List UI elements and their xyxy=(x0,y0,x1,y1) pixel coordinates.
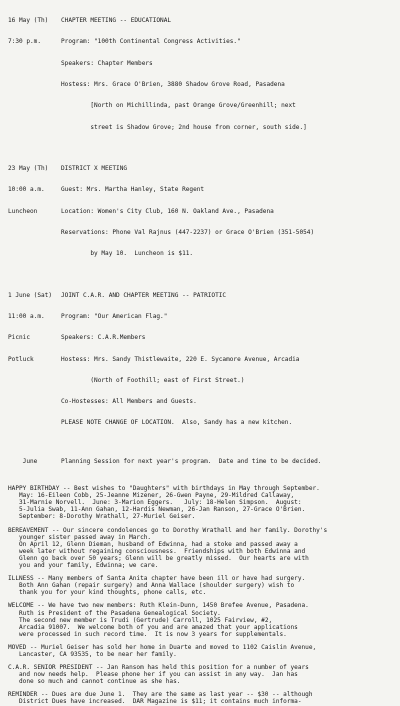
notice-bereavement xyxy=(8,527,392,570)
notice-line: you and your family, Edwinna; we care. xyxy=(8,562,159,570)
event-line: Planning Session for next year's program. Date and time to be decided. xyxy=(61,457,322,465)
notices-section xyxy=(8,485,392,705)
schedule-date xyxy=(8,151,61,272)
notice-line: younger sister passed away in March. xyxy=(8,533,152,541)
notice-line: On April 12, Glenn Dieman, husband of Edwinna, had a stoke and passed away a xyxy=(8,540,298,548)
notice-line: Arcadia 91007. We welcome both of you and are amazed that your applications xyxy=(8,623,298,631)
event-line: [North on Michillinda, past Orange Grove/Greenhill; next xyxy=(61,102,296,110)
event-line: (North of Foothill; east of First Street.) xyxy=(61,376,245,384)
schedule-date xyxy=(8,444,61,479)
notice-line: September: 8-Dorothy Wrathall, 27-Muriel Geiser. xyxy=(8,513,196,521)
event-title: JOINT C.A.R. AND CHAPTER MEETING -- PATRIOTIC xyxy=(61,291,227,299)
notice-line: HAPPY BIRTHDAY -- Best wishes to "Daughters" with birthdays in May through September. xyxy=(8,485,320,493)
notice-line: Glenn go back over 50 years; Glenn will be greatly missed. Our hearts are with xyxy=(8,554,309,562)
event-title: CHAPTER MEETING -- EDUCATIONAL xyxy=(61,17,172,25)
notice-line: done so much and cannot continue as she has. xyxy=(8,678,181,686)
event-line: Program: "100th Continental Congress Activities." xyxy=(61,38,241,46)
notice-line: Both Ann Gahan (repair surgery) and Anna Wallace (shoulder surgery) wish to xyxy=(8,582,295,590)
event-line: Location: Women's City Club, 160 N. Oakland Ave., Pasadena xyxy=(61,207,274,215)
schedule-date xyxy=(8,277,61,440)
notice-line: week later without regaining consciousness. Friendships with both Edwinna and xyxy=(8,547,306,555)
notice-line: REMINDER -- Dues are due June 1. They are the same as last year -- $30 -- although xyxy=(8,691,313,699)
notice-line: WELCOME -- We have two new members: Ruth Klein-Dunn, 1450 Brefee Avenue, Pasadena. xyxy=(8,602,309,610)
event-line: Reservations: Phone Val Rajnus (447-2237) or Grace O'Brien (351-5054) xyxy=(61,228,315,236)
notice-car-president xyxy=(8,664,392,685)
notice-line: May: 16-Eileen Cobb, 25-Jeanne Mizener, 26-Gwen Payne, 29-Mildred Callaway, xyxy=(8,492,295,500)
schedule-section xyxy=(8,3,392,479)
event-line: Speakers: C.A.R.Members xyxy=(61,334,146,342)
event-type-text: Luncheon xyxy=(8,207,38,215)
event-type-text: Potluck xyxy=(8,355,34,363)
notice-welcome xyxy=(8,602,392,637)
notice-line: C.A.R. SENIOR PRESIDENT -- Jan Ransom has held this position for a number of years xyxy=(8,664,309,672)
notice-reminder xyxy=(8,691,392,705)
notice-line: The second new member is Trudi (Gertrude) Carroll, 1025 Fairview, #2, xyxy=(8,616,273,624)
date-text: 16 May (Th) xyxy=(8,17,49,25)
event-type-text: Picnic xyxy=(8,334,31,342)
date-text: June xyxy=(8,457,38,465)
notice-line: and now needs help. Please phone her if you can assist in any way. Jan has xyxy=(8,671,298,679)
notice-line: ILLNESS -- Many members of Santa Anita chapter have been ill or have had surgery. xyxy=(8,575,306,583)
date-text: 1 June (Sat) xyxy=(8,291,53,299)
schedule-date xyxy=(8,3,61,145)
schedule-details xyxy=(61,151,392,272)
event-line: Guest: Mrs. Martha Hanley, State Regent xyxy=(61,186,205,194)
time-text: 10:00 a.m. xyxy=(8,186,45,194)
schedule-entry xyxy=(8,151,392,272)
event-line: Hostess: Mrs. Grace O'Brien, 3880 Shadow Grove Road, Pasadena xyxy=(61,81,285,89)
schedule-details xyxy=(61,444,392,479)
event-line: by May 10. Luncheon is $11. xyxy=(61,250,194,258)
notice-line: 31-Marnie Norvell. June: 3-Marion Eggers. July: 18-Helen Simpson. August: xyxy=(8,499,302,507)
notice-birthday xyxy=(8,485,392,520)
notice-line: 5-Julia Swab, 11-Ann Gahan, 12-Hardis Newman, 26-Jan Ranson, 27-Grace O'Brien. xyxy=(8,506,306,514)
notice-line: were processed in such record time. It is now 3 years for supplementals. xyxy=(8,630,287,638)
event-line: PLEASE NOTE CHANGE OF LOCATION. Also, Sandy has a new kitchen. xyxy=(61,419,293,427)
schedule-details xyxy=(61,3,392,145)
event-title: DISTRICT X MEETING xyxy=(61,165,128,173)
schedule-details xyxy=(61,277,392,440)
notice-line: thank you for your kind thoughts, phone calls, etc. xyxy=(8,589,207,597)
notice-line: MOVED -- Muriel Geiser has sold her home in Duarte and moved to 1102 Caislin Avenue, xyxy=(8,643,317,651)
event-line: street is Shadow Grove; 2nd house from corner, south side.] xyxy=(61,123,307,131)
notice-line: Ruth is President of the Pasadena Genealogical Society. xyxy=(8,609,221,617)
event-line: Co-Hostesses: All Members and Guests. xyxy=(61,398,197,406)
event-line: Program: "Our American Flag." xyxy=(61,312,168,320)
schedule-entry xyxy=(8,3,392,145)
event-line: Speakers: Chapter Members xyxy=(61,59,153,67)
schedule-entry xyxy=(8,277,392,440)
notice-moved xyxy=(8,644,392,658)
time-text: 7:30 p.m. xyxy=(8,38,42,46)
notice-line: BEREAVEMENT -- Our sincere condolences go to Dorothy Wrathall and her family. Dorothy's xyxy=(8,526,328,534)
event-line: Hostess: Mrs. Sandy Thistlewaite, 220 E. Sycamore Avenue, Arcadia xyxy=(61,355,300,363)
time-text: 11:00 a.m. xyxy=(8,312,45,320)
notice-illness xyxy=(8,575,392,596)
notice-line: District Dues have increased. DAR Magazine is $11; it contains much informa- xyxy=(8,698,302,706)
notice-line: Lancaster, CA 93535, to be near her family. xyxy=(8,650,177,658)
schedule-entry xyxy=(8,444,392,479)
date-text: 23 May (Th) xyxy=(8,165,49,173)
